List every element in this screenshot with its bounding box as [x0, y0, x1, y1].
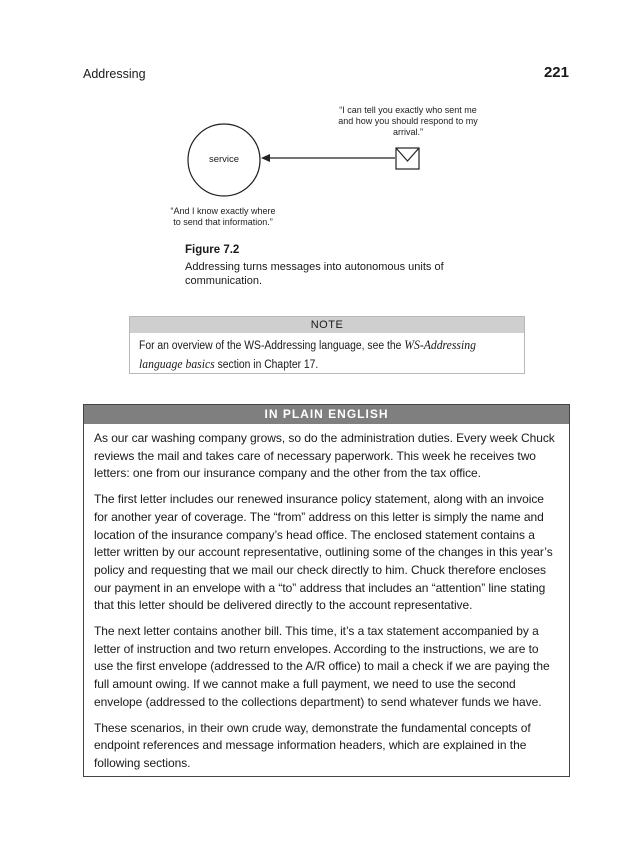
note-text-before: For an overview of the WS-Addressing language, see the	[139, 340, 405, 352]
envelope-quote: “I can tell you exactly who sent me and how you should respond to my arrival.”	[338, 105, 478, 137]
figure-number: Figure 7.2	[185, 244, 240, 256]
plain-english-header: IN PLAIN ENGLISH	[84, 405, 569, 424]
plain-english-box	[83, 404, 570, 777]
service-label: service	[208, 154, 240, 165]
note-reference: WS-Addressing language basics	[139, 337, 476, 371]
note-box	[129, 316, 525, 374]
note-body	[130, 333, 524, 374]
running-head: Addressing	[83, 67, 146, 81]
service-quote: “And I know exactly where to send that information.”	[170, 206, 276, 227]
paragraph: The next letter contains another bill. This time, it’s a tax statement accompanied by a letter of instruction and two return envelopes. According to the instructions, we are to use the first envelope (addressed to the A/R office) to mail a check if we are paying the full amount owing. If we cannot make a full payment, we need to use the second envelope (addressed to the collections department) to send whatever funds we have.	[94, 624, 550, 709]
plain-english-body	[84, 424, 569, 773]
note-text-after: section in Chapter 17.	[214, 359, 319, 371]
paragraph: The first letter includes our renewed insurance policy statement, along with an invoice for another year of coverage. The “from” address on this letter is simply the name and location of the insurance company’s head office. The enclosed statement contains a letter written by our account representative, outlining some of the changes in this year’s policy and requesting that we mail our check directly to him. Chuck therefore encloses our payment in an envelope with a “to” address that includes an “attention” line stating that this letter should be delivered directly to the account representative.	[94, 492, 553, 613]
figure-diagram	[0, 0, 638, 300]
envelope-icon	[396, 148, 419, 169]
paragraph: As our car washing company grows, so do the administration duties. Every week Chuck reviews the mail and takes care of necessary paperwork. This week he receives two letters: one from our insurance company and the other from the tax office.	[94, 431, 555, 481]
paragraph: These scenarios, in their own crude way, demonstrate the fundamental concepts of endpoint references and message information headers, which are explained in the following sections.	[94, 720, 531, 770]
page-number: 221	[543, 64, 569, 81]
message-arrow-head	[261, 154, 270, 162]
figure	[0, 0, 638, 300]
figure-caption: Addressing turns messages into autonomous units of communication.	[185, 261, 444, 287]
note-header: NOTE	[130, 317, 524, 333]
